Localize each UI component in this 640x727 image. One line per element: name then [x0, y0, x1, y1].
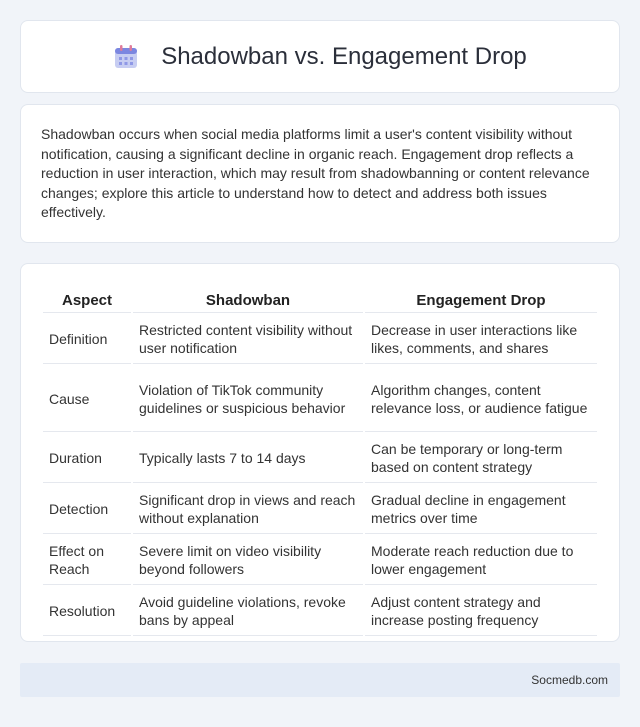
- row-aspect: Detection: [43, 485, 131, 534]
- row-engagement: Can be temporary or long-term based on content strategy: [365, 434, 597, 483]
- row-shadowban: Avoid guideline violations, revoke bans by appeal: [133, 587, 363, 636]
- header-aspect: Aspect: [43, 286, 131, 313]
- row-engagement: Gradual decline in engagement metrics over time: [365, 485, 597, 534]
- title-card: [20, 20, 620, 93]
- footer-site-name: Socmedb.com: [531, 673, 608, 687]
- row-shadowban: Restricted content visibility without user notification: [133, 315, 363, 364]
- row-aspect: Duration: [43, 434, 131, 483]
- table-header-row: [43, 286, 597, 313]
- row-aspect: Cause: [43, 366, 131, 432]
- table-row: [43, 366, 597, 432]
- comparison-table: [41, 284, 599, 638]
- row-shadowban: Typically lasts 7 to 14 days: [133, 434, 363, 483]
- header-shadowban: Shadowban: [133, 286, 363, 313]
- row-engagement: Algorithm changes, content relevance loss, or audience fatigue: [365, 366, 597, 432]
- row-engagement: Adjust content strategy and increase posting frequency: [365, 587, 597, 636]
- row-aspect: Definition: [43, 315, 131, 364]
- comparison-card: [20, 263, 620, 642]
- row-shadowban: Violation of TikTok community guidelines or suspicious behavior: [133, 366, 363, 432]
- row-engagement: Moderate reach reduction due to lower engagement: [365, 536, 597, 585]
- calendar-icon: [113, 44, 139, 70]
- intro-card: [20, 104, 620, 243]
- table-row: [43, 587, 597, 636]
- table-row: [43, 315, 597, 364]
- row-shadowban: Severe limit on video visibility beyond followers: [133, 536, 363, 585]
- table-row: [43, 434, 597, 483]
- row-engagement: Decrease in user interactions like likes, comments, and shares: [365, 315, 597, 364]
- row-aspect: Effect on Reach: [43, 536, 131, 585]
- row-shadowban: Significant drop in views and reach without explanation: [133, 485, 363, 534]
- intro-text: Shadowban occurs when social media platforms limit a user's content visibility without notification, causing a significant decline in organic reach. Engagement drop reflects a reduction in user interaction, which may result from shadowbanning or content relevance changes; explore this article to understand how to detect and address both issues effectively.: [41, 126, 590, 221]
- header-engagement-drop: Engagement Drop: [365, 286, 597, 313]
- table-row: [43, 485, 597, 534]
- table-row: [43, 536, 597, 585]
- row-aspect: Resolution: [43, 587, 131, 636]
- footer: [20, 663, 620, 697]
- page-title: Shadowban vs. Engagement Drop: [161, 42, 527, 70]
